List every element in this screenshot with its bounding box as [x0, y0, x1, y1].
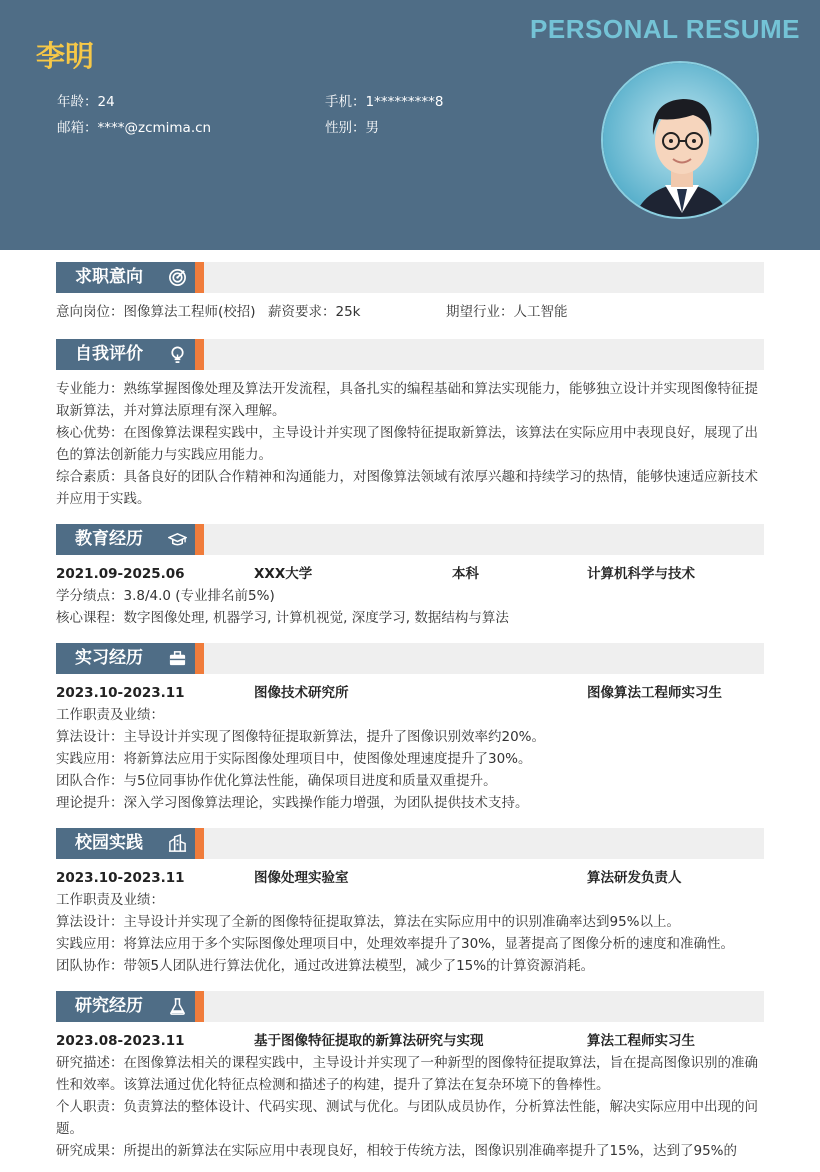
candidate-name: 李明: [36, 39, 95, 73]
section-internship: [56, 643, 764, 814]
internship-period: 2023.10-2023.11: [56, 685, 185, 701]
research-period: 2023.08-2023.11: [56, 1033, 185, 1049]
campus-row: [56, 867, 764, 889]
internship-row: [56, 682, 764, 704]
section-header: [56, 524, 764, 555]
research-line: 研究成果：所提出的新算法在实际应用中表现良好，相较于传统方法，图像识别准确率提升了15%，达到了95%的: [56, 1143, 738, 1159]
research-line: 个人职责：负责算法的整体设计、代码实现、测试与优化。与团队成员协作，分析算法性能，解决实际应用中出现的问题。: [56, 1099, 758, 1137]
bulb-icon: [168, 345, 187, 364]
flask-icon: [168, 997, 187, 1016]
internship-role: 图像算法工程师实习生: [587, 685, 722, 701]
research-role: 算法工程师实习生: [587, 1033, 695, 1049]
section-header: [56, 643, 764, 674]
internship-line: 实践应用：将新算法应用于实际图像处理项目中，使图像处理速度提升了30%。: [56, 751, 532, 767]
education-period: 2021.09-2025.06: [56, 566, 185, 582]
resume-header: [0, 0, 820, 250]
building-icon: [168, 834, 187, 853]
internship-line: 团队合作：与5位同事协作优化算法性能，确保项目进度和质量双重提升。: [56, 773, 497, 789]
section-header: [56, 262, 764, 293]
education-school: XXX大学: [254, 566, 313, 582]
resume-body: [56, 262, 764, 1172]
intent-industry: 期望行业：人工智能: [446, 304, 568, 320]
campus-period: 2023.10-2023.11: [56, 870, 185, 886]
target-icon: [168, 268, 187, 287]
self-eval-item: 综合素质：具备良好的团队合作精神和沟通能力，对图像算法领域有浓厚兴趣和持续学习的热情，能够快速适应新技术并应用于实践。: [56, 469, 758, 507]
section-job-intent: [56, 262, 764, 323]
campus-line: 算法设计：主导设计并实现了全新的图像特征提取算法，算法在实际应用中的识别准确率达到95%以上。: [56, 914, 681, 930]
section-research: [56, 991, 764, 1162]
section-self-eval: [56, 339, 764, 510]
section-header: [56, 991, 764, 1022]
section-campus: [56, 828, 764, 977]
education-courses: 核心课程：数字图像处理, 机器学习, 计算机视觉, 深度学习, 数据结构与算法: [56, 610, 509, 626]
section-accent: [195, 524, 204, 555]
research-line: 研究描述：在图像算法相关的课程实践中，主导设计并实现了一种新型的图像特征提取算法，旨在提高图像识别的准确性和效率。该算法通过优化特征点检测和描述子的构建，提升了算法在复杂环境下的鲁棒性。: [56, 1055, 758, 1093]
section-accent: [195, 991, 204, 1022]
campus-line: 团队协作：带领5人团队进行算法优化，通过改进算法模型，减少了15%的计算资源消耗。: [56, 958, 595, 974]
education-row: [56, 563, 764, 585]
section-header: [56, 828, 764, 859]
section-accent: [195, 339, 204, 370]
section-title: 自我评价: [56, 339, 195, 370]
research-row: [56, 1030, 764, 1052]
research-project: 基于图像特征提取的新算法研究与实现: [254, 1033, 484, 1049]
campus-line: 实践应用：将算法应用于多个实际图像处理项目中，处理效率提升了30%，显著提高了图像分析的速度和准确性。: [56, 936, 735, 952]
section-header: [56, 339, 764, 370]
education-major: 计算机科学与技术: [587, 566, 695, 582]
intent-position: 意向岗位：图像算法工程师(校招): [56, 304, 256, 320]
self-eval-item: 专业能力：熟练掌握图像处理及算法开发流程，具备扎实的编程基础和算法实现能力，能够独立设计并实现图像特征提取新算法，并对算法原理有深入理解。: [56, 381, 758, 419]
section-title: 教育经历: [56, 524, 195, 555]
internship-line: 工作职责及业绩：: [56, 707, 164, 723]
campus-org: 图像处理实验室: [254, 870, 349, 886]
email-field: 邮箱：****@zcmima.cn: [57, 120, 212, 136]
section-title: 求职意向: [56, 262, 195, 293]
section-education: [56, 524, 764, 629]
campus-line: 工作职责及业绩：: [56, 892, 164, 908]
self-eval-item: 核心优势：在图像算法课程实践中，主导设计并实现了图像特征提取新算法，该算法在实际应用中表现良好，展现了出色的算法创新能力与实践应用能力。: [56, 425, 758, 463]
avatar: [601, 61, 759, 219]
section-title: 研究经历: [56, 991, 195, 1022]
section-accent: [195, 643, 204, 674]
section-title: 实习经历: [56, 643, 195, 674]
education-gpa: 学分绩点：3.8/4.0 (专业排名前5%): [56, 588, 275, 604]
graduation-cap-icon: [168, 530, 187, 549]
internship-line: 算法设计：主导设计并实现了图像特征提取新算法，提升了图像识别效率约20%。: [56, 729, 546, 745]
gender-field: 性别：男: [325, 120, 379, 136]
internship-line: 理论提升：深入学习图像算法理论，实践操作能力增强，为团队提供技术支持。: [56, 795, 529, 811]
internship-org: 图像技术研究所: [254, 685, 349, 701]
briefcase-icon: [168, 649, 187, 668]
intent-salary: 薪资要求：25k: [268, 304, 361, 320]
section-accent: [195, 828, 204, 859]
section-title: 校园实践: [56, 828, 195, 859]
age-field: 年龄：24: [57, 94, 115, 110]
intent-row: [56, 301, 764, 323]
phone-field: 手机：1*********8: [325, 94, 444, 110]
resume-title: PERSONAL RESUME: [530, 14, 800, 44]
campus-role: 算法研发负责人: [587, 870, 682, 886]
education-degree: 本科: [452, 566, 479, 582]
section-accent: [195, 262, 204, 293]
